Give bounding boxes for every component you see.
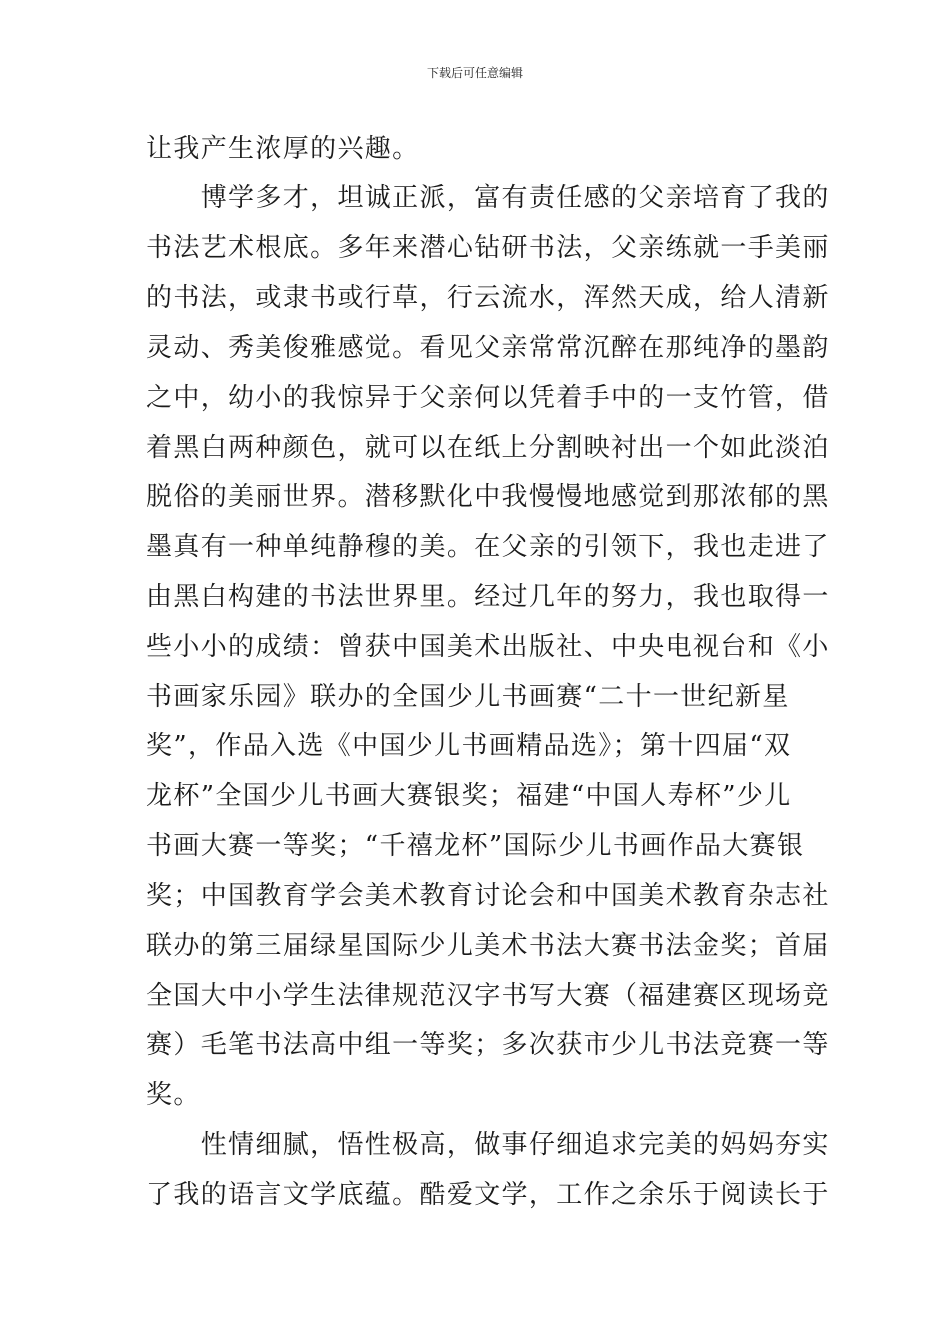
text-line: 赛）毛笔书法高中组一等奖；多次获市少儿书法竞赛一等 bbox=[146, 1030, 830, 1060]
text-line: 书画大赛一等奖；“千禧龙杯”国际少儿书画作品大赛银 bbox=[146, 831, 805, 861]
text-line: 书法艺术根底。多年来潜心钻研书法，父亲练就一手美丽 bbox=[146, 233, 830, 263]
text-line: 奖；中国教育学会美术教育讨论会和中国美术教育杂志社 bbox=[146, 881, 830, 911]
text-line: 些小小的成绩：曾获中国美术出版社、中央电视台和《小 bbox=[146, 632, 830, 662]
text-line: 书画家乐园》联办的全国少儿书画赛“二十一世纪新星 bbox=[146, 682, 790, 712]
text-line: 灵动、秀美俊雅感觉。看见父亲常常沉醉在那纯净的墨韵 bbox=[146, 333, 830, 363]
text-line: 的书法，或隶书或行草，行云流水，浑然天成，给人清新 bbox=[146, 283, 830, 313]
text-line: 着黑白两种颜色，就可以在纸上分割映衬出一个如此淡泊 bbox=[146, 433, 830, 463]
text-line: 全国大中小学生法律规范汉字书写大赛（福建赛区现场竞 bbox=[146, 981, 830, 1011]
text-line: 让我产生浓厚的兴趣。 bbox=[146, 134, 420, 164]
text-line: 墨真有一种单纯静穆的美。在父亲的引领下，我也走进了 bbox=[146, 532, 830, 562]
text-line: 了我的语言文学底蕴。酷爱文学，工作之余乐于阅读长于 bbox=[146, 1180, 830, 1210]
text-line: 奖”，作品入选《中国少儿书画精品选》；第十四届“双 bbox=[146, 731, 792, 761]
text-line: 性情细腻，悟性极高，做事仔细追求完美的妈妈夯实 bbox=[146, 1130, 830, 1160]
text-line: 由黑白构建的书法世界里。经过几年的努力，我也取得一 bbox=[146, 582, 830, 612]
text-line: 奖。 bbox=[146, 1080, 201, 1110]
text-line: 脱俗的美丽世界。潜移默化中我慢慢地感觉到那浓郁的黑 bbox=[146, 482, 830, 512]
text-line: 之中，幼小的我惊异于父亲何以凭着手中的一支竹管，借 bbox=[146, 383, 830, 413]
text-line: 龙杯”全国少儿书画大赛银奖；福建“中国人寿杯”少儿 bbox=[146, 781, 792, 811]
text-line: 联办的第三届绿星国际少儿美术书法大赛书法金奖；首届 bbox=[146, 931, 830, 961]
text-line: 博学多才，坦诚正派，富有责任感的父亲培育了我的 bbox=[146, 183, 830, 213]
page-header: 下载后可任意编辑 bbox=[426, 66, 523, 80]
